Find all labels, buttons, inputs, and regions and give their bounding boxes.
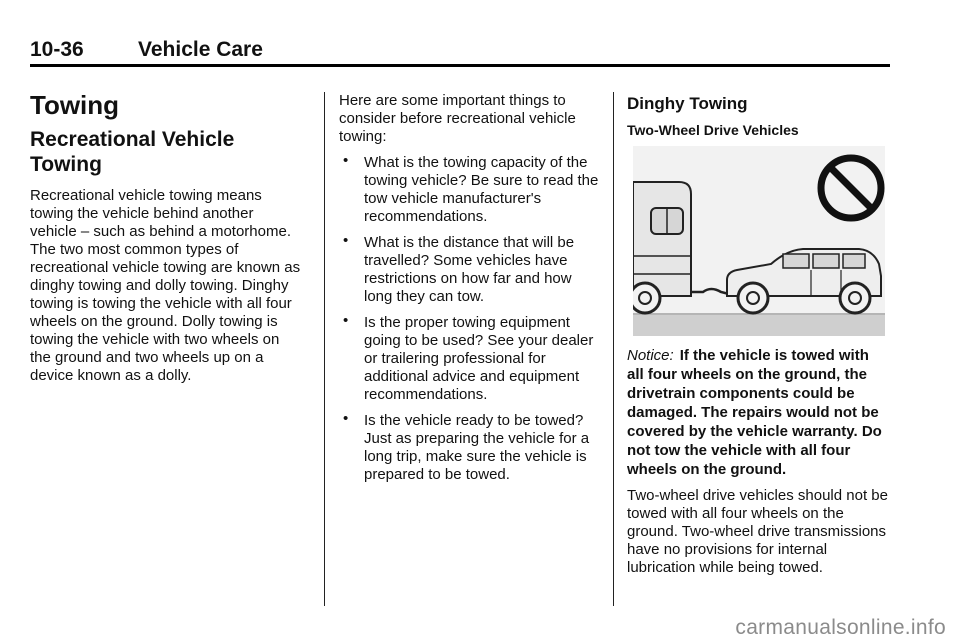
bullet-icon: • (343, 152, 349, 169)
list-item-text: Is the vehicle ready to be towed? Just as preparing the vehicle for a long trip, make sure the vehicle is prepared to be towed. (364, 412, 590, 483)
list-item (339, 234, 601, 306)
notice-block (627, 346, 889, 479)
page-title: Towing (30, 90, 120, 120)
list-item (339, 412, 601, 484)
column-2 (339, 86, 601, 484)
subheading: Two-Wheel Drive Vehicles (627, 122, 799, 138)
bullet-icon: • (343, 312, 349, 329)
list-item-text: What is the distance that will be travelled? Some vehicles have restrictions on how far and how long they can tow. (364, 234, 575, 305)
dinghy-heading: Dinghy Towing (627, 94, 748, 113)
body-paragraph: Two-wheel drive vehicles should not be towed with all four wheels on the ground. Two-wheel drive transmissions have no provisions for internal lubrication while being towed. (627, 487, 888, 576)
notice-label: Notice: (627, 347, 674, 364)
intro-paragraph: Here are some important things to consider before recreational vehicle towing: (339, 92, 576, 145)
list-item-text: What is the towing capacity of the towing vehicle? Be sure to read the tow vehicle manufacturer's recommendations. (364, 154, 599, 225)
column-divider (613, 92, 614, 606)
column-1 (30, 86, 302, 393)
motorhome-towing-car-icon (633, 146, 885, 336)
list-item (339, 314, 601, 404)
list-item-text: Is the proper towing equipment going to be used? See your dealer or trailering professional for additional advice and equipment recommendations. (364, 314, 594, 403)
bullet-icon: • (343, 232, 349, 249)
notice-text: If the vehicle is towed with all four wheels on the ground, the drivetrain components could be damaged. The repairs would not be covered by the vehicle warranty. Do not tow the vehicle with all four wheels on the ground. (627, 347, 882, 478)
header-rule (30, 64, 890, 67)
towing-illustration (633, 146, 885, 336)
page-number: 10-36 (30, 38, 84, 61)
section-title: Vehicle Care (138, 38, 263, 61)
column-divider (324, 92, 325, 606)
section-subtitle: Recreational Vehicle Towing (30, 128, 235, 176)
bullet-icon: • (343, 410, 349, 427)
watermark: carmanualsonline.info (735, 616, 946, 639)
page-header (30, 38, 890, 66)
body-paragraph: Recreational vehicle towing means towing the vehicle behind another vehicle – such as behind a motorhome. The two most common types of recreational vehicle towing are known as dinghy towing and dolly towing. Dinghy towing is towing the vehicle with all four wheels on the ground. Dolly towing is towing the vehicle with two wheels on the ground and two wheels up on a device known as a dolly. (30, 187, 301, 384)
list-item (339, 154, 601, 226)
column-3 (627, 86, 889, 585)
